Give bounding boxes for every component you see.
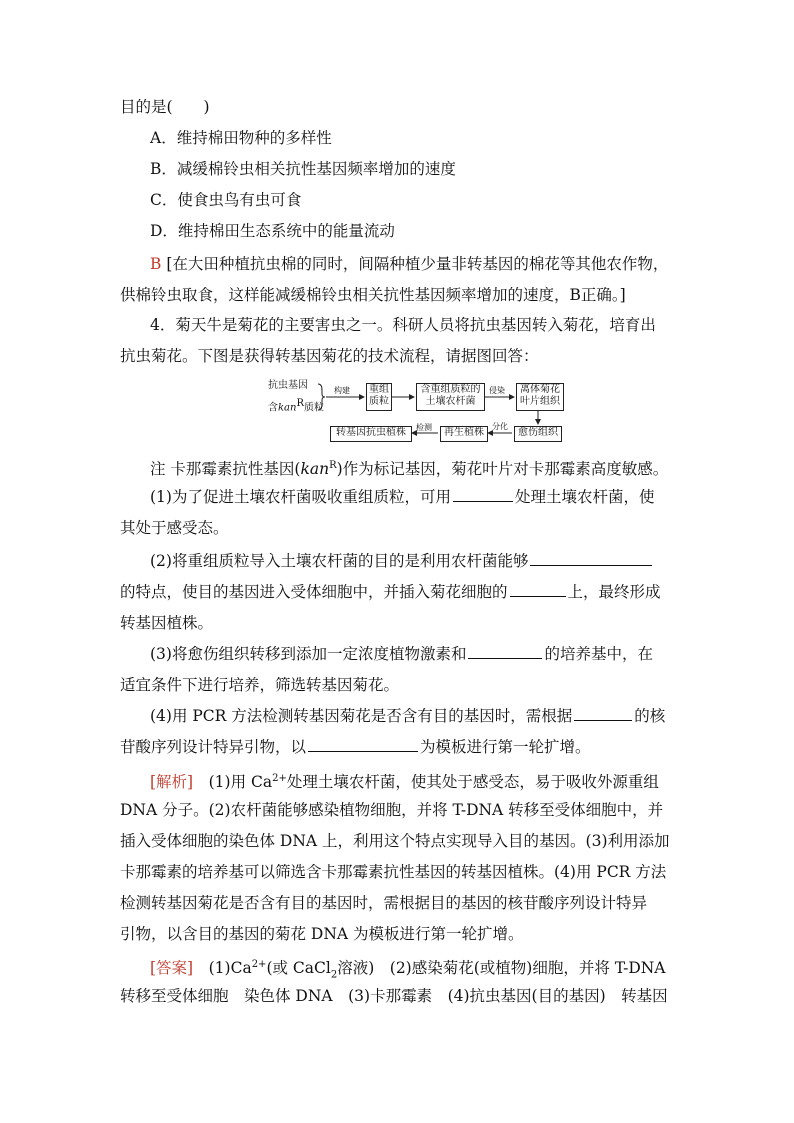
q4-stem-line-1: 4．菊天牛是菊花的主要害虫之一。科研人员将抗虫基因转入菊花，培育出: [150, 316, 656, 334]
answer-text-1c: 溶液) (2)感染菊花(或植物)细胞，并将 T-DNA: [337, 959, 666, 978]
flow-step-infect: 侵染: [489, 386, 505, 395]
flow-box-recombinant-line2: 质粒: [369, 396, 389, 407]
flow-box-recombinant-plasmid: [366, 383, 392, 411]
analysis-line-5: 检测转基因菊花是否含有目的基因时，需根据目的基因的核苷酸序列设计特异: [120, 894, 648, 912]
q4-note-part1: 注 卡那霉素抗性基因(: [150, 460, 301, 479]
q4-sub3-blank[interactable]: [468, 657, 542, 659]
q4-note-r: R: [329, 460, 337, 471]
q3-answer-letter: B: [150, 255, 162, 273]
q4-sub4-text-d: 为模板进行第一轮扩增。: [420, 738, 591, 756]
q3-option-a: A．维持棉田物种的多样性: [150, 129, 332, 147]
flow-box-leaf-line2: 叶片组织: [520, 396, 560, 407]
q3-explain-text-1: [在大田种植抗虫棉的同时，间隔种植少量非转基因的棉花等其他农作物，: [166, 255, 669, 273]
answer-text-1b: (或 CaCl: [266, 959, 331, 978]
flow-source-prefix: 含: [268, 402, 278, 414]
flow-box-recombinant-line1: 重组: [369, 384, 389, 395]
q4-sub1-text-b: 处理土壤农杆菌，使: [514, 488, 655, 506]
q4-sub4-text-c: 苷酸序列设计特异引物，以: [120, 738, 307, 756]
q4-sub4-line-2: [120, 736, 680, 758]
flow-box-leaf-line1: 离体菊花: [520, 384, 560, 395]
q4-sub2-line-1: [150, 550, 710, 572]
flow-box-transgenic-plant: 转基因抗虫植株: [330, 426, 412, 442]
flow-kan-text: kan: [278, 402, 297, 414]
q4-sub2-blank-1[interactable]: [530, 564, 652, 566]
q4-sub3-line-1: [150, 643, 710, 665]
flow-step-differentiate: 分化: [492, 422, 508, 431]
flow-box-agro-line1: 含重组质粒的: [420, 384, 481, 395]
q4-sub1-text-a: (1)为了促进土壤农杆菌吸收重组质粒，可用: [150, 488, 451, 506]
q4-sub1-line-2: 其处于感受态。: [120, 519, 229, 537]
q3-option-c: C．使食虫鸟有虫可食: [150, 191, 302, 209]
q4-sub1-line-1: [150, 486, 710, 508]
answer-tag: [答案]: [150, 959, 194, 978]
analysis-tag: [解析]: [150, 773, 194, 792]
flow-source-gene: 抗虫基因: [268, 380, 308, 391]
analysis-text-1a: (1)用 Ca: [208, 773, 273, 792]
q3-option-d: D．维持棉田生态系统中的能量流动: [150, 222, 395, 240]
flow-diagram: [262, 380, 582, 450]
analysis-line-6: 引物，以含目的基因的菊花 DNA 为模板进行第一轮扩增。: [120, 925, 524, 943]
flow-step-detect: 检测: [416, 423, 432, 432]
q4-sub4-blank-1[interactable]: [574, 719, 632, 721]
q4-sub4-blank-2[interactable]: [308, 750, 418, 752]
q3-explanation-line-2: 供棉铃虫取食，这样能减缓棉铃虫相关抗性基因频率增加的速度，B正确。]: [120, 286, 626, 304]
flow-source-suffix: 质粒: [304, 402, 324, 414]
analysis-line-3: 插入受体细胞的染色体 DNA 上，利用这个特点实现导入目的基因。(3)利用添加: [120, 832, 670, 850]
q4-sub1-blank[interactable]: [453, 500, 513, 502]
q4-note: [150, 455, 710, 480]
analysis-sup: 2+: [272, 773, 287, 784]
q4-sub3-text-b: 的培养基中，在: [544, 645, 653, 663]
q4-sub2-line-3: 转基因植株。: [120, 614, 214, 632]
q4-sub4-text-b: 的核: [634, 707, 666, 725]
q4-sub3-text-a: (3)将愈伤组织转移到添加一定浓度植物激素和: [150, 645, 467, 663]
q3-option-b: B．减缓棉铃虫相关抗性基因频率增加的速度: [150, 160, 456, 178]
q4-sub2-text-b: 的特点，使目的基因进入受体细胞中，并插入菊花细胞的: [120, 583, 508, 601]
flow-box-agro-line2: 土壤农杆菌: [425, 396, 476, 407]
q4-sub2-blank-2[interactable]: [510, 595, 566, 597]
q4-sub3-line-2: 适宜条件下进行培养，筛选转基因菊花。: [120, 676, 400, 694]
answer-text-1a: (1)Ca: [208, 959, 252, 978]
flow-r-text: R: [296, 398, 304, 409]
flow-source-plasmid: [268, 398, 324, 414]
flow-box-callus: 愈伤组织: [514, 426, 562, 442]
flow-step-build: 构建: [334, 386, 350, 395]
flow-box-leaf-tissue: [516, 383, 564, 411]
q4-sub4-line-1: [150, 705, 710, 727]
analysis-line-4: 卡那霉素的培养基可以筛选含卡那霉素抗性基因的转基因植株。(4)用 PCR 方法: [120, 863, 667, 881]
analysis-line-2: DNA 分子。(2)农杆菌能够感染植物细胞，并将 T-DNA 转移至受体细胞中，并: [120, 801, 664, 819]
answer-line-1: [150, 954, 710, 986]
flow-box-agrobacterium: [416, 383, 485, 411]
answer-sup: 2+: [251, 959, 267, 970]
q3-explanation-line-1: [150, 253, 710, 275]
q4-sub2-line-2: [120, 581, 680, 603]
q4-note-kan: kan: [300, 460, 330, 479]
q3-stem-tail: 目的是( ): [120, 98, 210, 116]
analysis-text-1b: 处理土壤农杆菌，使其处于感受态，易于吸收外源重组: [286, 773, 659, 792]
q4-sub4-text-a: (4)用 PCR 方法检测转基因菊花是否含有目的基因时，需根据: [150, 707, 573, 725]
answer-line-2: 转移至受体细胞 染色体 DNA (3)卡那霉素 (4)抗虫基因(目的基因) 转基因: [120, 987, 668, 1005]
q4-sub2-text-a: (2)将重组质粒导入土壤农杆菌的目的是利用农杆菌能够: [150, 552, 529, 570]
q4-note-part2: )作为标记基因，菊花叶片对卡那霉素高度敏感。: [336, 460, 669, 479]
q4-stem-line-2: 抗虫菊花。下图是获得转基因菊花的技术流程，请据图回答：: [120, 347, 539, 365]
flow-box-regenerated-plant: 再生植株: [440, 426, 488, 442]
q4-sub2-text-c: 上，最终形成: [567, 583, 661, 601]
analysis-line-1: [150, 768, 710, 793]
answer-sub: 2: [330, 969, 338, 981]
